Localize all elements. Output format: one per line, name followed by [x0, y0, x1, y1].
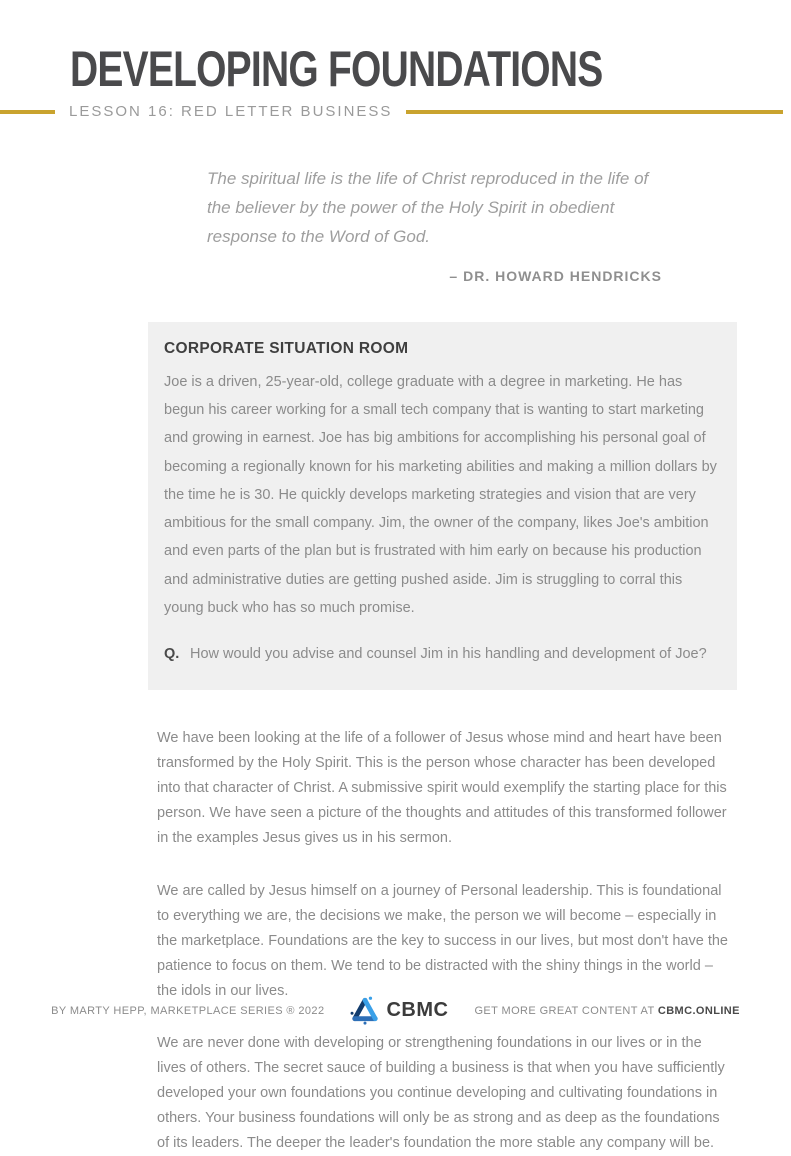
- footer-promo-text: GET MORE GREAT CONTENT AT: [474, 1004, 658, 1017]
- gold-divider-line: [406, 110, 783, 114]
- footer-credit: BY MARTY HEPP, MARKETPLACE SERIES ® 2022: [51, 1004, 325, 1017]
- body-paragraph: We are never done with developing or strengthening foundations in our lives or in the lives of others. The secret sauce of building a business is that when you have sufficiently developed your own foundations you continue developing and cultivating foundations in others. Your business foundations will only be as strong and as deep as the foundations of its leaders. The deeper the leader's foundation the more stable any company will be.: [157, 1035, 725, 1152]
- lesson-subtitle: LESSON 16: RED LETTER BUSINESS: [69, 103, 393, 120]
- footer-promo-url: CBMC.ONLINE: [657, 1004, 740, 1017]
- question-label: Q.: [164, 646, 180, 663]
- question-row: [164, 646, 719, 662]
- body-paragraph: We are called by Jesus himself on a journey of Personal leadership. This is foundational to everything we are, the decisions we make, the person we will become – especially in the marketplace. Foundations are the key to success in our lives, but most don't have the patience to focus on them. We tend to be distracted with the shiny things in the world – the idols in our lives.: [157, 882, 728, 999]
- cbmc-logo-icon: [350, 996, 380, 1025]
- body-section: [157, 726, 729, 1156]
- situation-room-body: Joe is a driven, 25-year-old, college graduate with a degree in marketing. He has begun his career working for a small tech company that is wanting to start marketing and growing in earnest. Joe has big ambitions for accomplishing his personal goal of becoming a regionally known for his marketing abilities and making a million dollars by the time he is 30. He quickly develops marketing strategies and vision that are very ambitious for the small company. Jim, the owner of the company, likes Joe's ambition and even parts of the plan but is frustrated with him early on because his production and administrative duties are getting pushed aside. Jim is struggling to corral this young buck who has so much promise.: [164, 373, 717, 616]
- quote-attribution: – DR. HOWARD HENDRICKS: [449, 267, 662, 284]
- body-paragraph: We have been looking at the life of a follower of Jesus whose mind and heart have been transformed by the Holy Spirit. This is the person whose character has been developed into that character of Christ. A submissive spirit would exemplify the starting place for this person. We have seen a picture of the thoughts and attitudes of this transformed follower in the examples Jesus gives us in his sermon.: [157, 730, 727, 846]
- page-footer: [0, 996, 791, 1025]
- situation-room-box: [148, 322, 737, 690]
- lesson-subtitle-row: [0, 103, 791, 120]
- page-title: DEVELOPING FOUNDATIONS: [70, 41, 603, 97]
- quote-block: [207, 164, 662, 284]
- quote-text: The spiritual life is the life of Christ reproduced in the life of the believer by the power of the Holy Spirit in obedient response to the Word of God.: [207, 169, 649, 247]
- cbmc-logo-text: CBMC: [386, 999, 449, 1021]
- footer-promo: [474, 1005, 739, 1017]
- situation-room-heading: CORPORATE SITUATION ROOM: [164, 339, 409, 357]
- gold-dash-left: [0, 110, 55, 114]
- cbmc-logo: [350, 996, 448, 1025]
- question-text: How would you advise and counsel Jim in his handling and development of Joe?: [190, 646, 707, 663]
